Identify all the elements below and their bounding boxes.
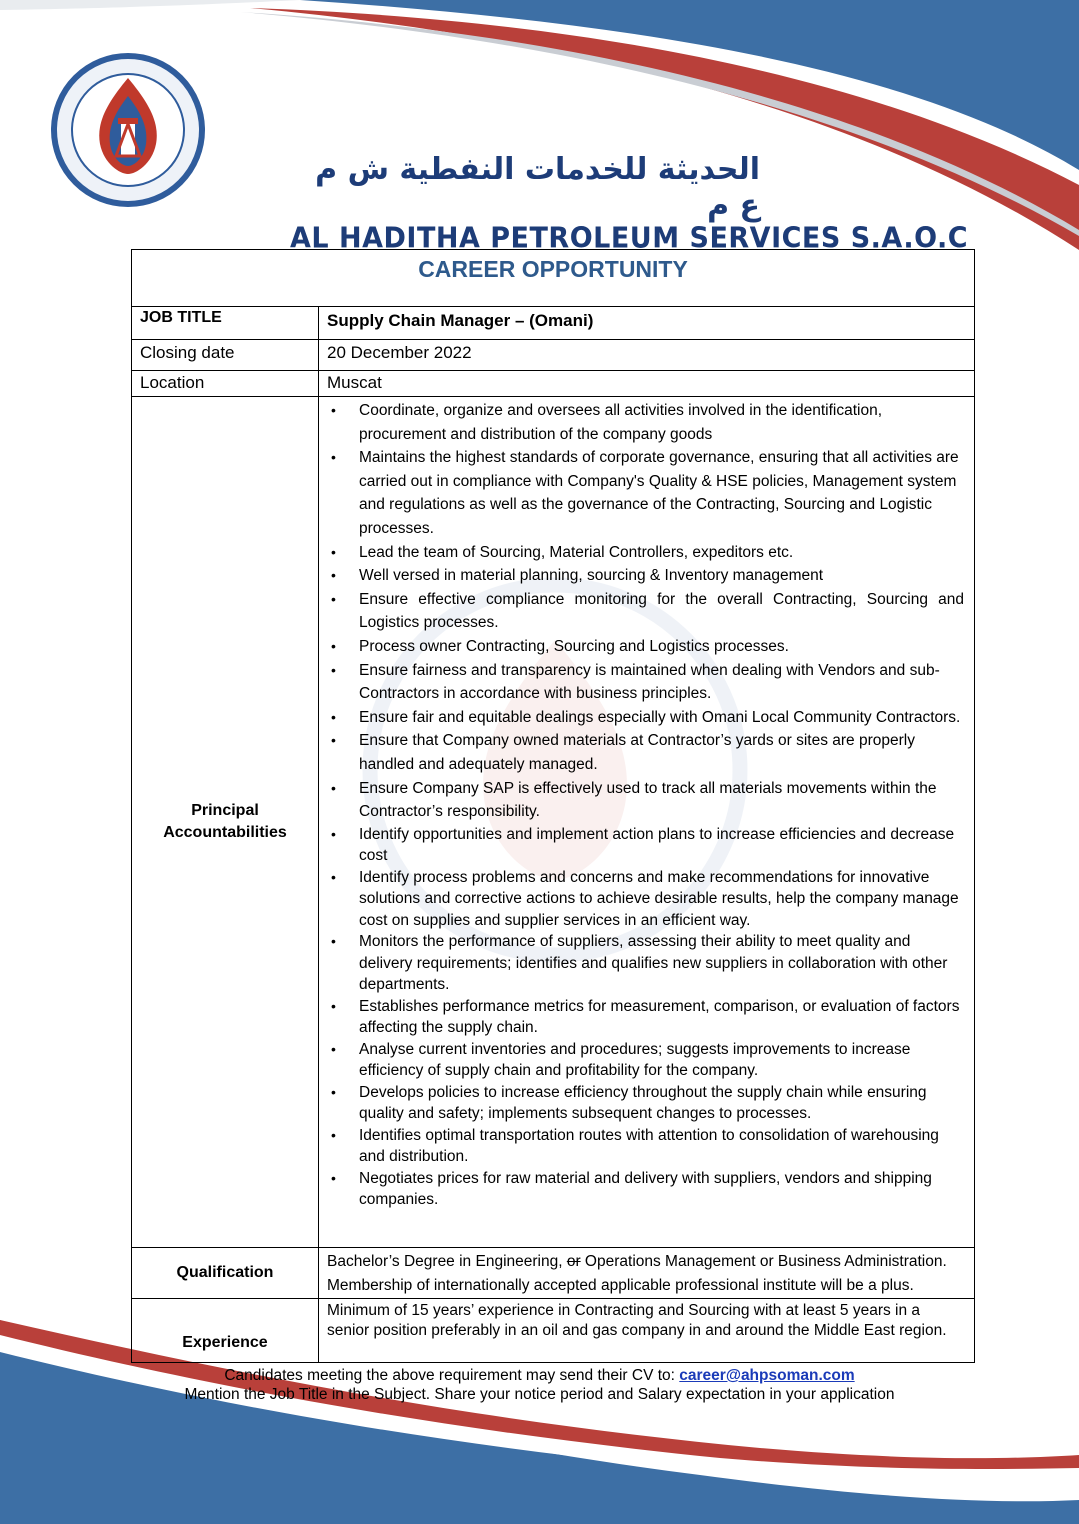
- experience-label: Experience: [132, 1299, 319, 1363]
- list-item: • Ensure effective compliance monitoring for the overall Contracting, Sourcing and Logistics processes.: [359, 588, 964, 635]
- job-table: [131, 249, 975, 1363]
- qualification-strike: or: [566, 1253, 581, 1270]
- qualification-text-a: Bachelor’s Degree in Engineering,: [327, 1253, 567, 1270]
- list-item: • Negotiates prices for raw material and delivery with suppliers, vendors and shipping companies.: [359, 1168, 964, 1211]
- qualification-text-2: Membership of internationally accepted applicable professional institute will be a plus.: [327, 1277, 914, 1294]
- accountabilities-cell: [319, 397, 975, 1248]
- company-logo: [48, 52, 208, 208]
- qualification-text-b: Operations Management or Business Administration.: [580, 1253, 947, 1270]
- job-title-value: Supply Chain Manager – (Omani): [319, 307, 975, 340]
- list-item: • Identifies optimal transportation routes with attention to consolidation of warehousing and distribution.: [359, 1125, 964, 1168]
- company-brand: [290, 152, 969, 255]
- list-item: • Ensure Company SAP is effectively used to track all materials movements within the Contractor’s responsibility.: [359, 777, 964, 824]
- career-email-link[interactable]: career@ahpsoman.com: [679, 1367, 855, 1384]
- list-item: • Ensure that Company owned materials at Contractor’s yards or sites are properly handled and adequately managed.: [359, 729, 964, 776]
- list-item: • Establishes performance metrics for measurement, comparison, or evaluation of factors affecting the supply chain.: [359, 996, 964, 1039]
- company-name-english: AL HADITHA PETROLEUM SERVICES S.A.O.C: [290, 222, 969, 255]
- list-item: • Maintains the highest standards of corporate governance, ensuring that all activities are carried out in compliance with Company's Quality & HSE policies, Management system and regulations as well as the governance of the Contracting, Sourcing and Logistic processes.: [359, 446, 964, 540]
- accountabilities-label: [132, 397, 319, 1248]
- title-row: [132, 250, 975, 307]
- footer-line1-text: Candidates meeting the above requirement may send their CV to:: [224, 1367, 680, 1384]
- list-item: • Lead the team of Sourcing, Material Controllers, expeditors etc.: [359, 541, 964, 565]
- company-name-arabic: الحديثة للخدمات النفطية ش م ع م: [315, 152, 760, 223]
- accountabilities-list: [327, 399, 964, 1211]
- job-title-label: JOB TITLE: [132, 307, 319, 340]
- list-item: • Ensure fairness and transparency is maintained when dealing with Vendors and sub-Contractors in accordance with business principles.: [359, 659, 964, 706]
- accountabilities-label-line2: Accountabilities: [163, 824, 287, 841]
- closing-date-label: Closing date: [132, 340, 319, 371]
- list-item: • Process owner Contracting, Sourcing and Logistics processes.: [359, 635, 964, 659]
- list-item: • Well versed in material planning, sourcing & Inventory management: [359, 564, 964, 588]
- list-item: • Coordinate, organize and oversees all activities involved in the identification, procurement and distribution of the company goods: [359, 399, 964, 446]
- location-label: Location: [132, 371, 319, 397]
- list-item: • Identify opportunities and implement action plans to increase efficiencies and decrease cost: [359, 824, 964, 867]
- qualification-label: Qualification: [132, 1248, 319, 1299]
- list-item: • Analyse current inventories and procedures; suggests improvements to increase efficiency of supply chain and profitability for the company.: [359, 1039, 964, 1082]
- footer-line1: [0, 1366, 1079, 1385]
- list-item: • Ensure fair and equitable dealings especially with Omani Local Community Contractors.: [359, 706, 964, 730]
- experience-text: Minimum of 15 years’ experience in Contracting and Sourcing with at least 5 years in a senior position preferably in an oil and gas company in and around the Middle East region.: [327, 1302, 947, 1339]
- closing-date-value: 20 December 2022: [319, 340, 975, 371]
- list-item: • Develops policies to increase efficiency throughout the supply chain while ensuring quality and safety; implements subsequent changes to processes.: [359, 1082, 964, 1125]
- experience-value: [319, 1299, 975, 1363]
- footer-line2: Mention the Job Title in the Subject. Share your notice period and Salary expectation in your application: [184, 1386, 895, 1403]
- location-value: Muscat: [319, 371, 975, 397]
- list-item: • Identify process problems and concerns and make recommendations for innovative solutions and corrective actions to achieve desirable results, help the company manage cost on supplies and supplier services in an efficient way.: [359, 867, 964, 932]
- accountabilities-label-line1: Principal: [191, 802, 259, 819]
- page-title: CAREER OPPORTUNITY: [418, 256, 688, 282]
- footer-note: [0, 1366, 1079, 1404]
- qualification-value: [319, 1248, 975, 1299]
- list-item: • Monitors the performance of suppliers, assessing their ability to meet quality and delivery requirements; identifies and qualifies new suppliers in collaboration with other departments.: [359, 931, 964, 996]
